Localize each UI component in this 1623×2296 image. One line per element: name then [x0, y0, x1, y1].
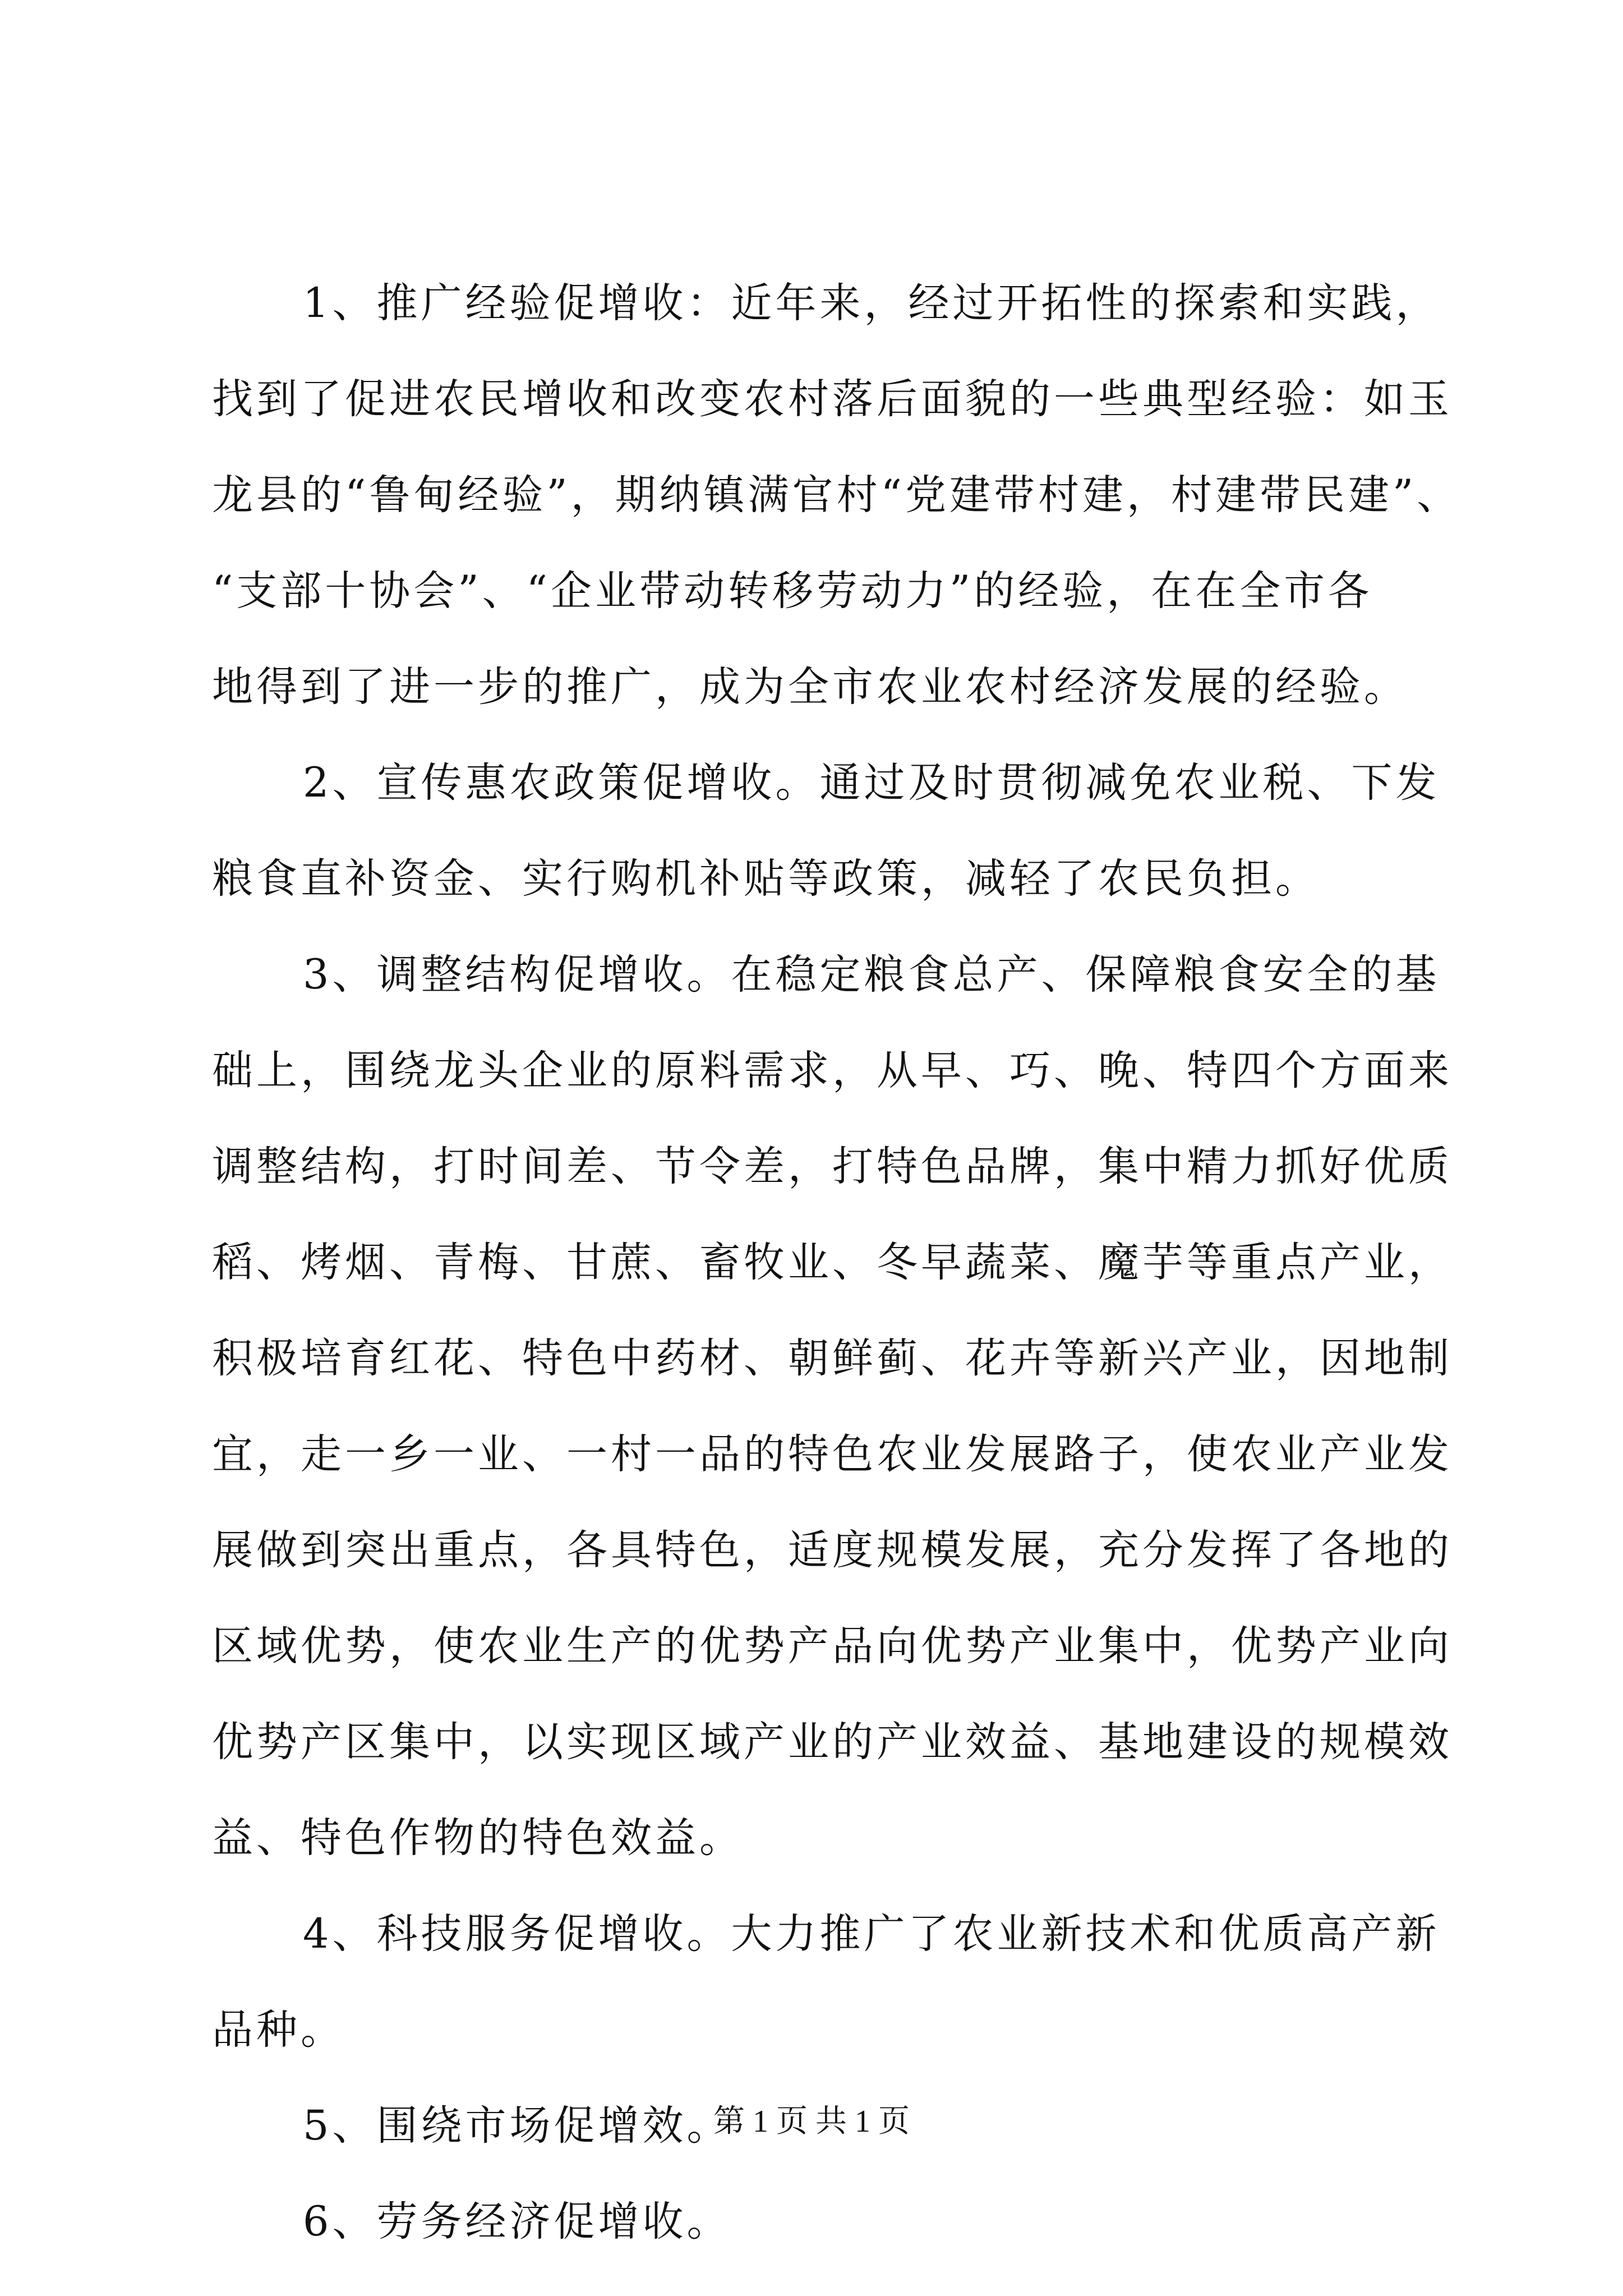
document-body [212, 255, 1461, 2270]
paragraph-3-line-9: 优势产区集中，以实现区域产业的产业效益、基地建设的规模效 [212, 1718, 1453, 1766]
paragraph-3-line-5: 积极培育红花、特色中药材、朝鲜蓟、花卉等新兴产业，因地制 [212, 1335, 1453, 1382]
paragraph-1-line-1: 1、推广经验促增收：近年来，经过开拓性的探索和实践， [303, 279, 1440, 327]
paragraph-1-line-4: “支部十协会”、“企业带动转移劳动力”的经验，在在全市各 [212, 567, 1373, 615]
paragraph-5-line-1: 5、围绕市场促增效。 [303, 2102, 731, 2150]
paragraph-3-line-3: 调整结构，打时间差、节令差，打特色品牌，集中精力抓好优质 [212, 1143, 1453, 1190]
paragraph-6-line-1: 6、劳务经济促增收。 [303, 2198, 731, 2246]
paragraph-4-line-1: 4、科技服务促增收。大力推广了农业新技术和优质高产新 [303, 1910, 1440, 1958]
paragraph-3-line-6: 宜，走一乡一业、一村一品的特色农业发展路子，使农业产业发 [212, 1430, 1453, 1478]
paragraph-2-line-2: 粮食直补资金、实行购机补贴等政策，减轻了农民负担。 [212, 855, 1320, 903]
paragraph-3-line-4: 稻、烤烟、青梅、甘蔗、畜牧业、冬早蔬菜、魔芋等重点产业， [212, 1239, 1453, 1286]
paragraph-3-line-1: 3、调整结构促增收。在稳定粮食总产、保障粮食安全的基 [303, 951, 1440, 999]
paragraph-1-line-3: 龙县的“鲁甸经验”，期纳镇满官村“党建带村建，村建带民建”、 [212, 471, 1461, 519]
page-number-footer: 第 1 页 共 1 页 [713, 2104, 910, 2139]
paragraph-1-line-5: 地得到了进一步的推广，成为全市农业农村经济发展的经验。 [212, 663, 1408, 711]
paragraph-3-line-8: 区域优势，使农业生产的优势产品向优势产业集中，优势产业向 [212, 1622, 1453, 1670]
paragraph-1-line-2: 找到了促进农民增收和改变农村落后面貌的一些典型经验：如玉 [212, 375, 1453, 423]
paragraph-3-line-2: 础上，围绕龙头企业的原料需求，从早、巧、晚、特四个方面来 [212, 1047, 1453, 1094]
paragraph-4-line-2: 品种。 [212, 2006, 345, 2054]
paragraph-2-line-1: 2、宣传惠农政策促增收。通过及时贯彻减免农业税、下发 [303, 759, 1440, 807]
paragraph-3-line-7: 展做到突出重点，各具特色，适度规模发展，充分发挥了各地的 [212, 1526, 1453, 1574]
paragraph-3-line-10: 益、特色作物的特色效益。 [212, 1814, 744, 1862]
